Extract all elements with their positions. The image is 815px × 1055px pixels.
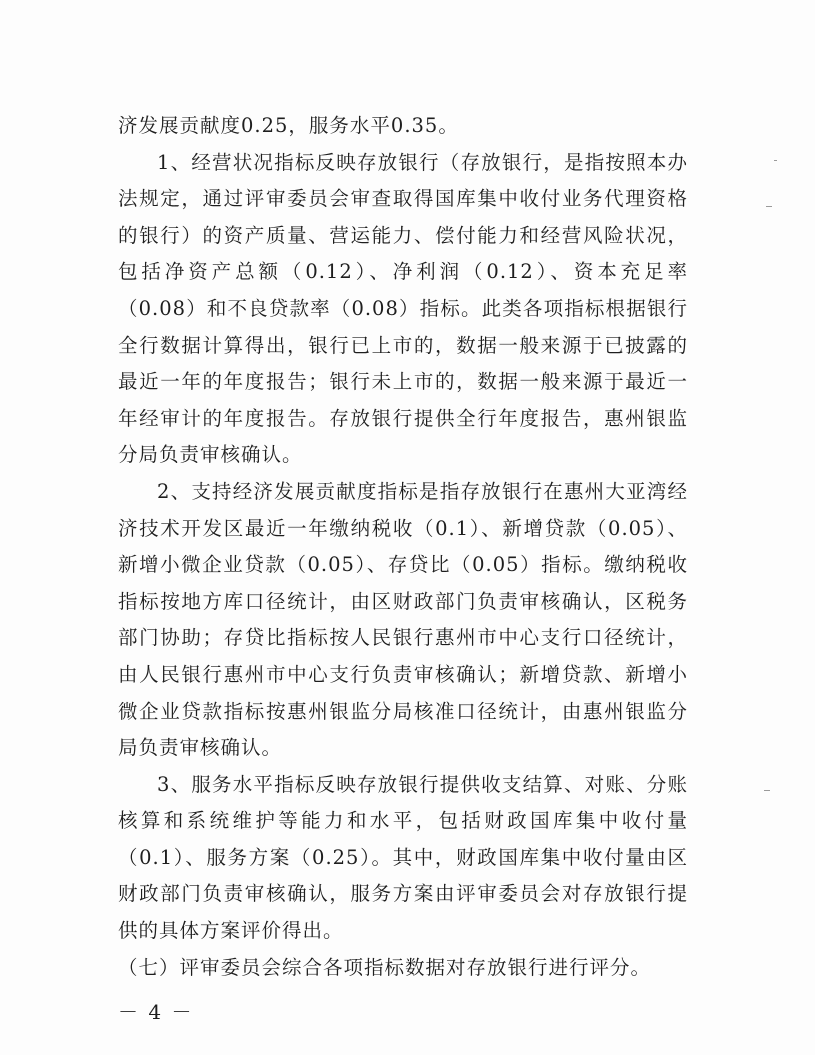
scan-mark: [766, 206, 772, 207]
scan-mark: [764, 790, 770, 791]
paragraph-operating-status: 1、经营状况指标反映存放银行（存放银行，是指按照本办法规定，通过评审委员会审查取得国库集中收付业务代理资格的银行）的资产质量、营运能力、偿付能力和经营风险状况，包括净资产总额（0.12）、净利润（0.12）、资本充足率（0.08）和不良贷款率（0.08）指标。此类各项指标根据银行全行数据计算得出，银行已上市的，数据一般来源于已披露的最近一年的年度报告；银行未上市的，数据一般来源于最近一年经审计的年度报告。存放银行提供全行年度报告，惠州银监分局负责审核确认。: [118, 150, 688, 467]
document-body: [118, 108, 688, 986]
paragraph-economic-contribution: 2、支持经济发展贡献度指标是指存放银行在惠州大亚湾经济技术开发区最近一年缴纳税收（0.1）、新增贷款（0.05）、新增小微企业贷款（0.05）、存贷比（0.05）指标。缴纳税收指标按地方库口径统计，由区财政部门负责审核确认，区税务部门协助；存贷比指标按人民银行惠州市中心支行口径统计，由人民银行惠州市中心支行负责审核确认；新增贷款、新增小微企业贷款指标按惠州银监分局核准口径统计，由惠州银监分局负责审核确认。: [118, 479, 688, 760]
paragraph-section-seven: （七）评审委员会综合各项指标数据对存放银行进行评分。: [118, 955, 652, 979]
scan-mark: [774, 160, 777, 161]
paragraph-continuation: 济发展贡献度0.25，服务水平0.35。: [118, 114, 459, 137]
page-number: － 4 －: [118, 1000, 194, 1024]
paragraph-service-level: 3、服务水平指标反映存放银行提供收支结算、对账、分账核算和系统维护等能力和水平，包括财政国库集中收付量（0.1）、服务方案（0.25）。其中，财政国库集中收付量由区财政部门负责审核确认，服务方案由评审委员会对存放银行提供的具体方案评价得出。: [118, 772, 688, 943]
